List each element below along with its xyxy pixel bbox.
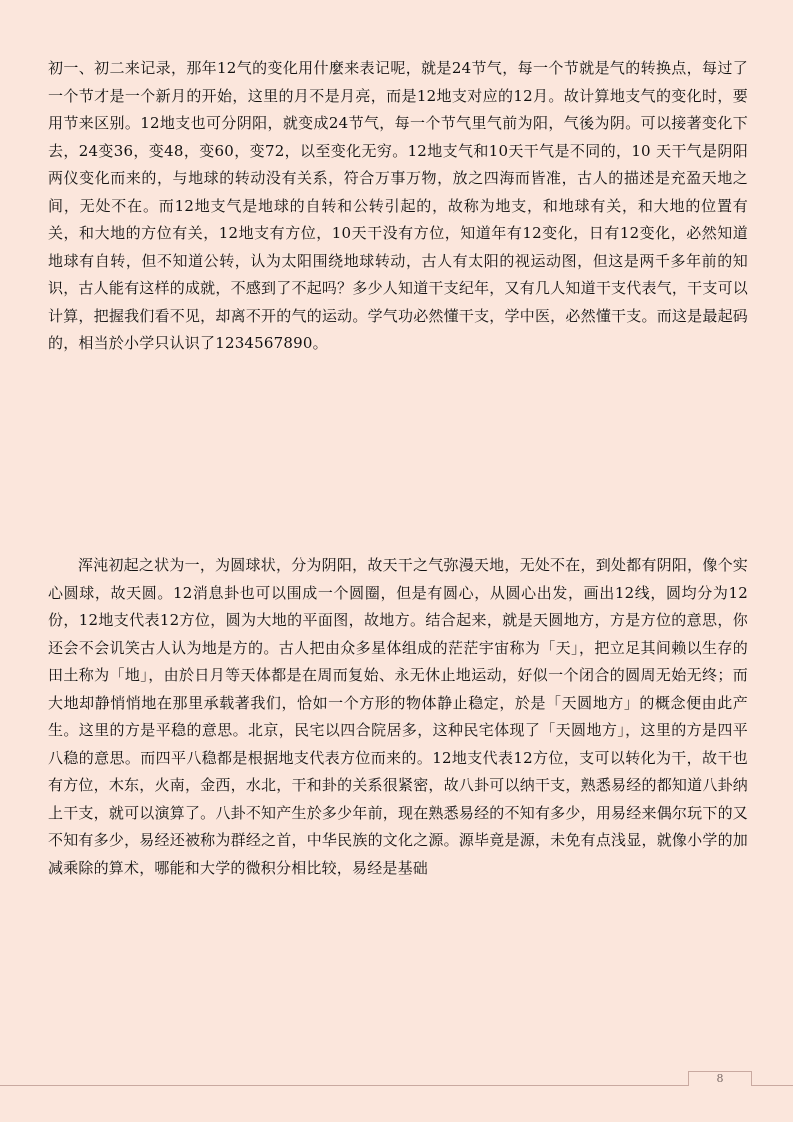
footer-divider [0, 1085, 793, 1086]
paragraph-2 [48, 552, 748, 882]
paragraph-1 [48, 55, 748, 358]
page-number: 8 [688, 1071, 752, 1086]
paragraph-text: 初一、初二来记录，那年12气的变化用什麼来表记呢，就是24节气，每一个节就是气的转换点，每过了一个节才是一个新月的开始，这里的月不是月亮，而是12地支对应的12月。故计算地支气的变化时，要用节来区别。12地支也可分阴阳，就变成24节气，每一个节气里气前为阳，气後为阴。可以接著变化下去，24变36，变48，变60，变72，以至变化无穷。12地支气和10天干气是不同的，10 天干气是阴阳两仪变化而来的，与地球的转动没有关系，符合万事万物，放之四海而皆准，古人的描述是充盈天地之间，无处不在。而12地支气是地球的自转和公转引起的，故称为地支，和地球有关，和大地的位置有关，和大地的方位有关，12地支有方位，10天干没有方位，知道年有12变化，日有12变化，必然知道地球有自转，但不知道公转，认为太阳围绕地球转动，古人有太阳的视运动图，但这是两千多年前的知识，古人能有这样的成就，不感到了不起吗？多少人知道干支纪年，又有几人知道干支代表气，干支可以计算，把握我们看不见，却离不开的气的运动。学气功必然懂干支，学中医，必然懂干支。而这是最起码的，相当於小学只认识了1234567890。 [48, 59, 748, 352]
paragraph-text: 浑沌初起之状为一，为圆球状，分为阴阳，故天干之气弥漫天地，无处不在，到处都有阴阳，像个实心圆球，故天圆。12消息卦也可以围成一个圆圈，但是有圆心，从圆心出发，画出12线，圆均分为12份，12地支代表12方位，圆为大地的平面图，故地方。结合起来，就是天圆地方，方是方位的意思，你还会不会讥笑古人认为地是方的。古人把由众多星体组成的茫茫宇宙称为「天」，把立足其间赖以生存的田土称为「地」，由於日月等天体都是在周而复始、永无休止地运动，好似一个闭合的圆周无始无终；而大地却静悄悄地在那里承载著我们，恰如一个方形的物体静止稳定，於是「天圆地方」的概念便由此产生。这里的方是平稳的意思。北京，民宅以四合院居多，这种民宅体现了「天圆地方」，这里的方是四平八稳的意思。而四平八稳都是根据地支代表方位而来的。12地支代表12方位，支可以转化为干，故干也有方位，木东，火南，金西，水北，干和卦的关系很紧密，故八卦可以纳干支，熟悉易经的都知道八卦纳上干支，就可以演算了。八卦不知产生於多少年前，现在熟悉易经的不知有多少，用易经来偶尔玩下的又不知有多少，易经还被称为群经之首，中华民族的文化之源。源毕竟是源，未免有点浅显，就像小学的加减乘除的算术，哪能和大学的微积分相比较，易经是基础 [48, 556, 748, 877]
